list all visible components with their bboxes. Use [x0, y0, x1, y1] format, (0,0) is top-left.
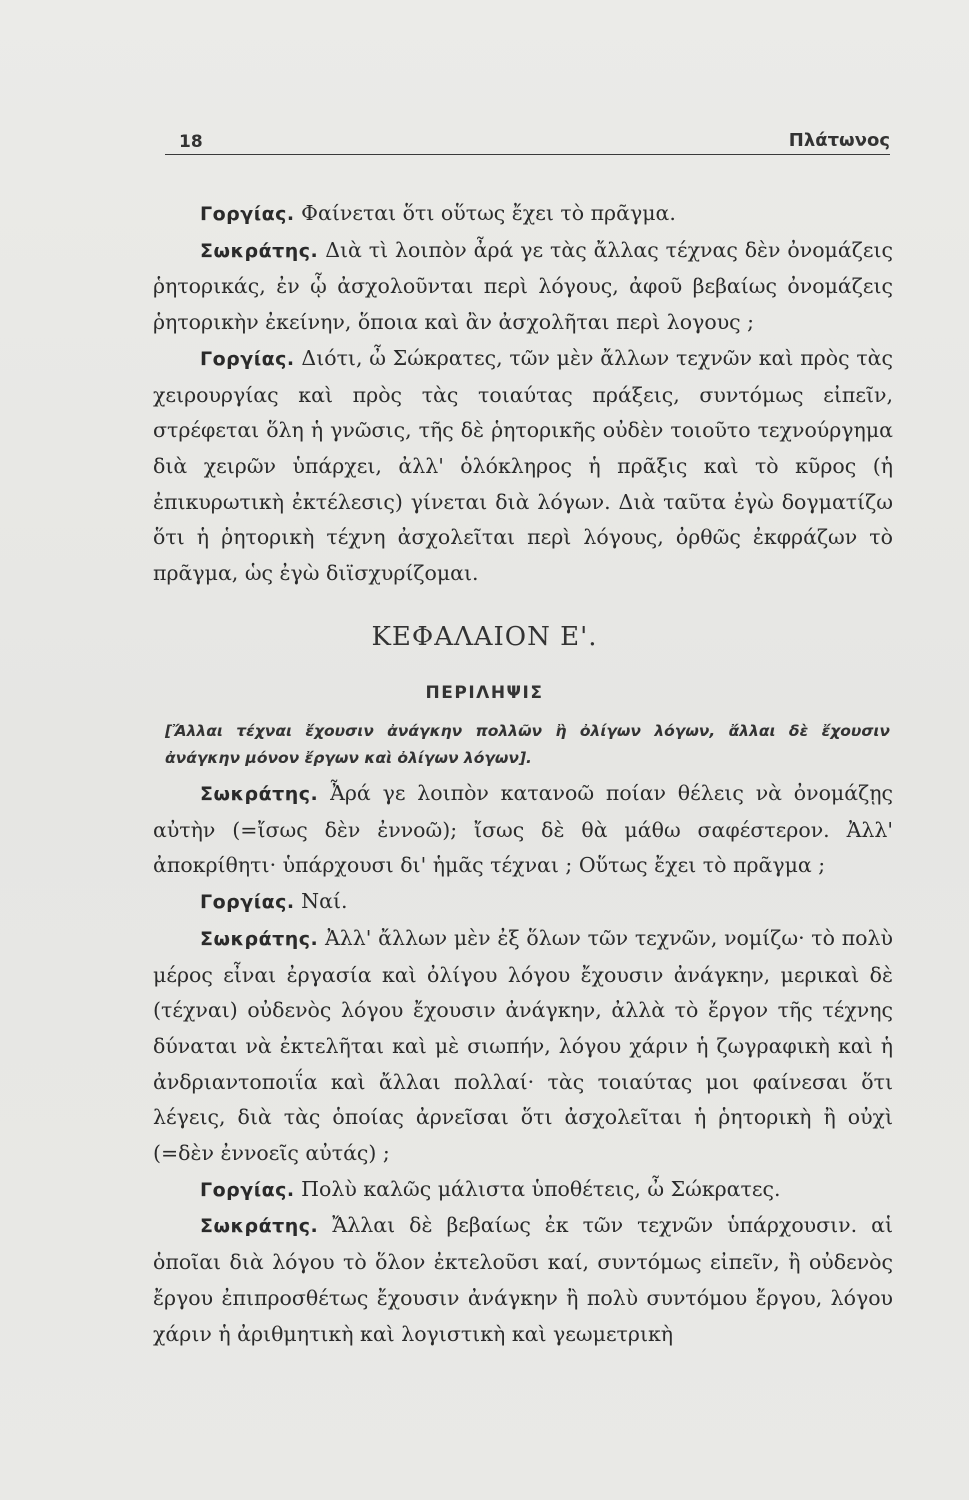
speaker-name: Γοργίας. [200, 347, 295, 370]
dialogue-paragraph [153, 1172, 893, 1209]
dialogue-paragraph [153, 341, 893, 592]
speaker-name: Γοργίας. [200, 1178, 295, 1201]
dialogue-text: Διὰ τὶ λοιπὸν ἆρά γε τὰς ἄλλας τέχνας δὲν ὀνομάζεις ῥητορικάς, ἐν ᾧ ἀσχολοῦνται περὶ λόγους, ἀφοῦ βεβαίως ὀνομάζεις ῥητορικὴν ἐκείνην, ὅποια καὶ ἂν ἀσχολῆται περὶ λογους ; [153, 237, 893, 335]
dialogue-paragraph [153, 884, 893, 921]
dialogue-block-2 [153, 776, 893, 1352]
speaker-name: Γοργίας. [200, 891, 295, 914]
dialogue-text: Ἆρά γε λοιπὸν κατανοῶ ποίαν θέλεις νὰ ὀνομάζῃς αὐτὴν (=ἴσως δὲν ἐννοῶ); ἴσως δὲ θὰ μάθω σαφέστερον. Ἀλλ' ἀποκρίθητι· ὑπάρχουσι δι' ἡμᾶς τέχναι ; Οὕτως ἔχει τὸ πρᾶγμα ; [153, 781, 893, 878]
dialogue-text: Διότι, ὦ Σώκρατες, τῶν μὲν ἄλλων τεχνῶν καὶ πρὸς τὰς χειρουργίας καὶ πρὸς τὰς τοιαύτας πράξεις, συντόμως εἰπεῖν, στρέφεται ὅλη ἡ γνῶσις, τῆς δὲ ῥητορικῆς οὐδὲν τοιοῦτο τεχνούργημα διὰ χειρῶν ὑπάρχει, ἀλλ' ὁλόκληρος ἡ πρᾶξις καὶ τὸ κῦρος (ἡ ἐπικυρωτικὴ ἐκτέλεσις) γίνεται διὰ λόγων. Διὰ ταῦτα ἐγὼ δογματίζω ὅτι ἡ ῥητορικὴ τέχνη ἀσχολεῖται περὶ λόγους, ὀρθῶς ἐκφράζων τὸ πρᾶγμα, ὡς ἐγὼ διϊσχυρίζομαι. [153, 345, 893, 586]
speaker-name: Σωκράτης. [200, 1215, 319, 1238]
chapter-summary: [Ἄλλαι τέχναι ἔχουσιν ἀνάγκην πολλῶν ἢ ὀλίγων λόγων, ἄλλαι δὲ ἔχουσιν ἀνάγκην μόνον ἔργων καὶ ὀλίγων λόγων]. [165, 722, 890, 767]
speaker-name: Γοργίας. [200, 203, 295, 225]
dialogue-text: Πολὺ καλῶς μάλιστα ὑποθέτεις, ὦ Σώκρατες. [301, 1176, 781, 1201]
dialogue-paragraph [153, 921, 893, 1172]
dialogue-paragraph [153, 233, 893, 341]
dialogue-text: Ἄλλαι δὲ βεβαίως ἐκ τῶν τεχνῶν ὑπάρχουσιν. αἱ ὁποῖαι διὰ λόγου τὸ ὅλον ἐκτελοῦσι καί, συντόμως εἰπεῖν, ἢ οὐδενὸς ἔργου ἐπιπροσθέτως ἔχουσιν ἀνάγκην ἢ πολὺ συντόμου ἔργου, λόγου χάριν ἡ ἀριθμητικὴ καὶ λογιστικὴ καὶ γεωμετρικὴ [153, 1213, 893, 1346]
summary-title: ΠΕΡΙΛΗΨΙΣ [425, 683, 544, 703]
page-number: 18 [179, 132, 203, 152]
speaker-name: Σωκράτης. [200, 239, 319, 262]
speaker-name: Σωκράτης. [200, 783, 319, 805]
speaker-name: Σωκράτης. [200, 927, 319, 950]
dialogue-paragraph [153, 1208, 893, 1352]
dialogue-paragraph [153, 196, 893, 233]
chapter-title: ΚΕΦΑΛΑΙΟΝ Ε'. [371, 622, 598, 652]
running-title: Πλάτωνος [788, 130, 890, 151]
running-head [165, 122, 890, 155]
dialogue-text: Φαίνεται ὅτι οὕτως ἔχει τὸ πρᾶγμα. [301, 201, 676, 225]
dialogue-text: Ναί. [301, 889, 348, 914]
dialogue-block-1 [153, 196, 893, 592]
dialogue-paragraph [153, 776, 893, 884]
dialogue-text: Ἀλλ' ἄλλων μὲν ἐξ ὅλων τῶν τεχνῶν, νομίζω· τὸ πολὺ μέρος εἶναι ἐργασία καὶ ὀλίγου λόγου ἔχουσιν ἀνάγκην, μερικαὶ δὲ (τέχναι) οὐδενὸς λόγου ἔχουσιν ἀνάγκην, ἀλλὰ τὸ ἔργον τῆς τέχνης δύναται νὰ ἐκτελῆται καὶ μὲ σιωπήν, λόγου χάριν ἡ ζωγραφικὴ καὶ ἡ ἀνδριαντοποιΐα καὶ ἄλλαι πολλαί· τὰς τοιαύτας μοι φαίνεσαι ὅτι λέγεις, διὰ τὰς ὁποίας ἀρνεῖσαι ὅτι ἀσχολεῖται ἡ ῥητορικὴ ἢ οὐχὶ (=δὲν ἐννοεῖς αὐτάς) ; [153, 925, 893, 1166]
